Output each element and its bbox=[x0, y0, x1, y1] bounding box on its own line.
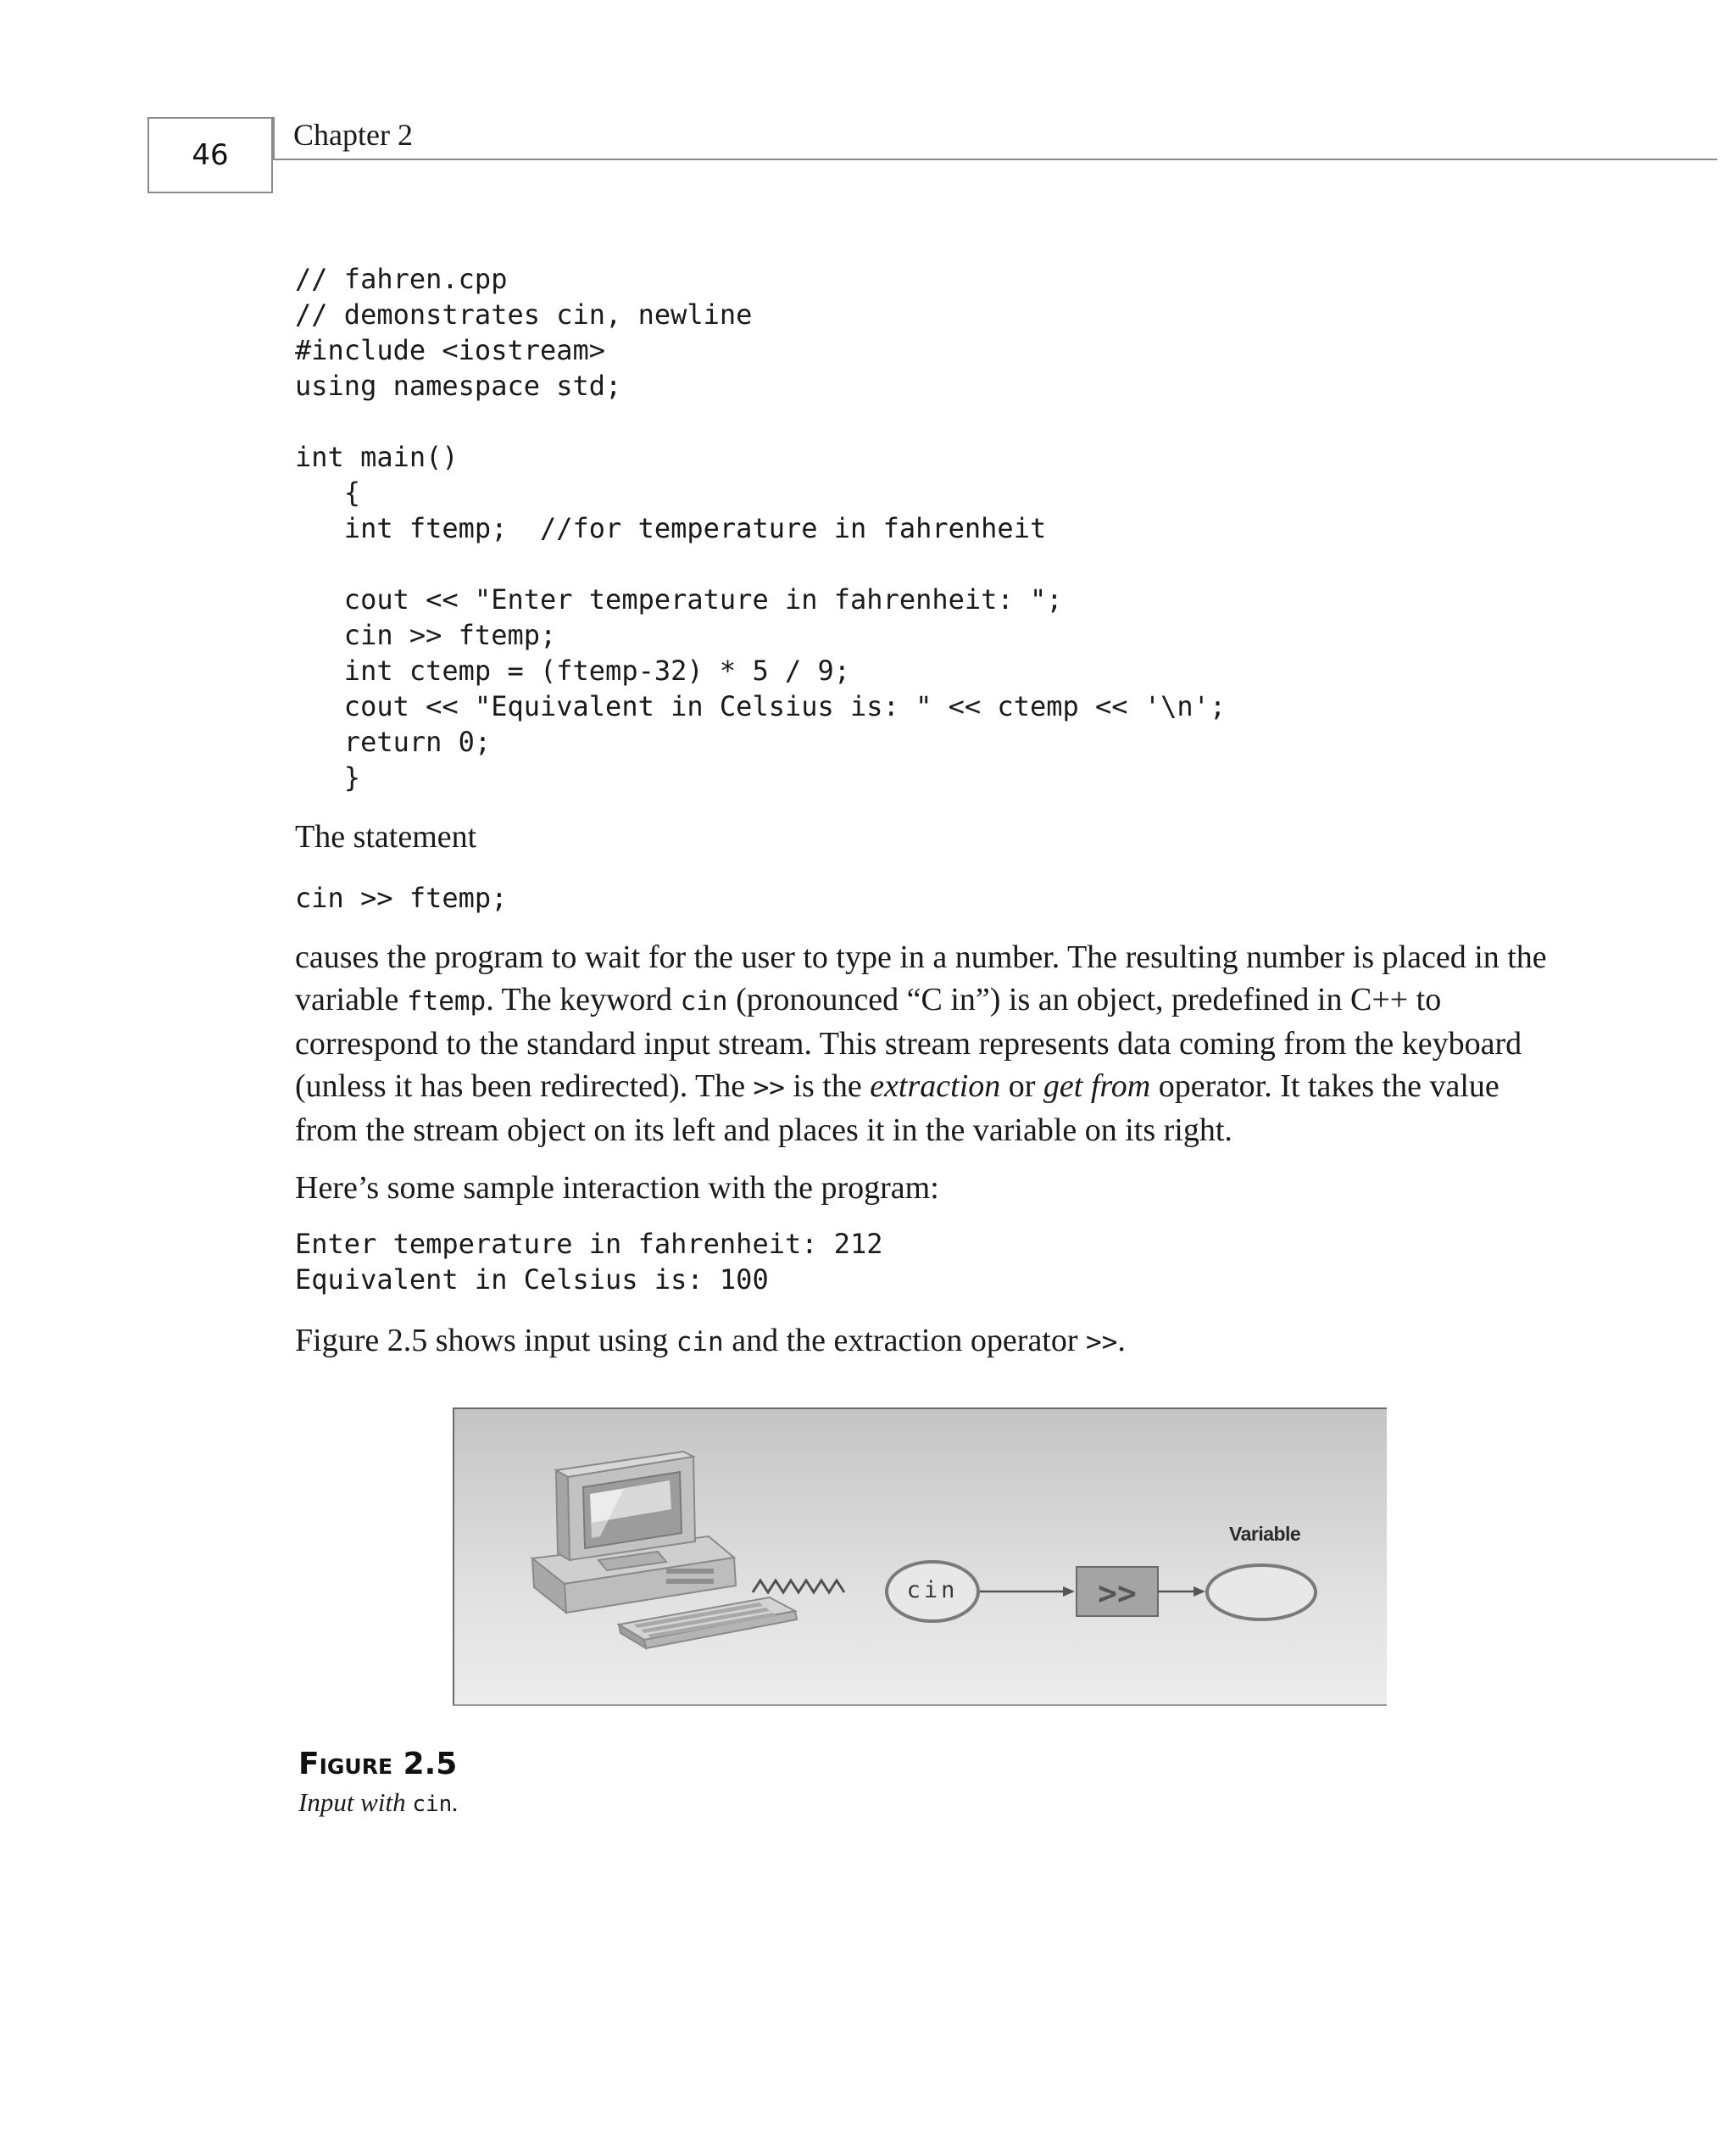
figure-caption-title: Figure 2.5 bbox=[298, 1747, 458, 1781]
inline-code: >> bbox=[1086, 1327, 1118, 1357]
keyboard-icon bbox=[619, 1597, 797, 1648]
paragraph-explanation bbox=[295, 936, 1550, 1151]
code-line: cout << "Equivalent in Celsius is: " << ctemp << '\n'; bbox=[295, 690, 1227, 722]
code-line bbox=[295, 546, 1226, 582]
italic-term: get from bbox=[1043, 1068, 1151, 1104]
code-line: // demonstrates cin, newline bbox=[295, 298, 753, 331]
code-line bbox=[295, 404, 1226, 439]
text-run: . bbox=[1117, 1323, 1126, 1358]
paragraph-statement: The statement bbox=[295, 819, 477, 855]
code-listing bbox=[295, 261, 1226, 795]
cin-label: cin bbox=[906, 1577, 959, 1603]
variable-label: Variable bbox=[1229, 1523, 1301, 1545]
figure-drawing bbox=[454, 1409, 1387, 1706]
inline-code: cin bbox=[412, 1792, 453, 1817]
inline-code: >> bbox=[753, 1073, 785, 1103]
italic-term: extraction bbox=[870, 1068, 1001, 1104]
inline-code: ftemp bbox=[406, 986, 487, 1017]
code-line: int ctemp = (ftemp-32) * 5 / 9; bbox=[295, 655, 851, 687]
arrow-head bbox=[1063, 1586, 1075, 1597]
operator-label: >> bbox=[1098, 1575, 1137, 1612]
text-run: operator. It takes the value from the stream object on its left and places it in the variable on its right. bbox=[295, 1068, 1500, 1148]
text-run: or bbox=[1000, 1068, 1043, 1104]
paragraph-figure-ref bbox=[295, 1319, 1550, 1363]
sample-output bbox=[295, 1226, 883, 1297]
paragraph-sample-intro: Here’s some sample interaction with the program: bbox=[295, 1170, 939, 1206]
computer-icon bbox=[532, 1452, 736, 1613]
figure-caption-text bbox=[298, 1787, 459, 1818]
inline-code: cin bbox=[676, 1327, 724, 1357]
code-line: // fahren.cpp bbox=[295, 263, 508, 295]
cable-wave bbox=[753, 1580, 844, 1592]
code-line: cin >> ftemp; bbox=[295, 882, 508, 914]
text-run: causes the program to wait for the user to type in a number. The resulting number is placed in the variable bbox=[295, 939, 1547, 1017]
text-run: is the bbox=[784, 1068, 871, 1104]
text-run: and the extraction operator bbox=[723, 1323, 1087, 1358]
code-line: Equivalent in Celsius is: 100 bbox=[295, 1263, 769, 1296]
figure-input-diagram bbox=[453, 1407, 1387, 1706]
text-run: Figure 2.5 shows input using bbox=[295, 1323, 676, 1358]
code-line: #include <iostream> bbox=[295, 334, 606, 366]
arrow-head bbox=[1194, 1586, 1205, 1597]
text-run: . The keyword bbox=[486, 982, 681, 1017]
header-rule-left bbox=[273, 117, 275, 160]
text-run: (pronounced “C in”) is an object, predefined in C++ to correspond to the standard input stream. This stream represents data coming from the keyboard (unless it has been redirected). The bbox=[295, 982, 1522, 1104]
chapter-title: Chapter 2 bbox=[293, 118, 413, 152]
code-line: cin >> ftemp; bbox=[295, 619, 557, 651]
inline-code: cin bbox=[680, 986, 728, 1017]
variable-ellipse bbox=[1207, 1565, 1316, 1619]
code-line: int ftemp; //for temperature in fahrenheit bbox=[295, 512, 1047, 544]
code-line: { bbox=[295, 477, 361, 509]
code-line: int main() bbox=[295, 441, 459, 473]
code-line: cout << "Enter temperature in fahrenheit: "; bbox=[295, 583, 1063, 616]
header-rule bbox=[273, 159, 1717, 160]
code-line: using namespace std; bbox=[295, 370, 622, 402]
text-run: Input with bbox=[298, 1787, 413, 1817]
code-line: Enter temperature in fahrenheit: 212 bbox=[295, 1228, 883, 1260]
code-line: } bbox=[295, 761, 361, 794]
code-line: return 0; bbox=[295, 726, 492, 758]
page-number: 46 bbox=[147, 117, 273, 193]
code-statement bbox=[295, 880, 507, 916]
text-run: . bbox=[452, 1787, 459, 1817]
